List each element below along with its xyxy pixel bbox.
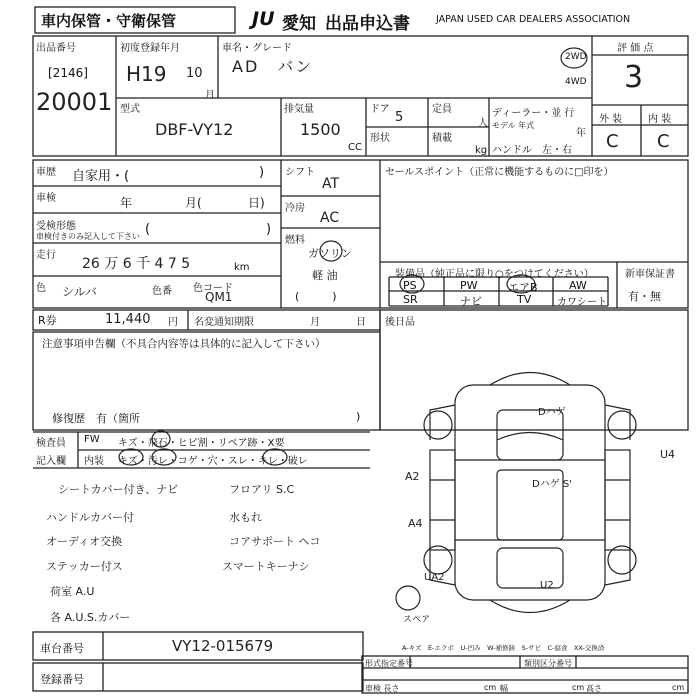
- doors-value: 5: [395, 110, 404, 125]
- drive-2wd: 2WD: [565, 52, 587, 62]
- equipment-label: 装備品（純正品に限り○をつけてください）: [395, 269, 594, 280]
- notes-label: 注意事項申告欄（不具合内容等は具体的に記入して下さい）: [42, 338, 326, 350]
- model-code-label: 型式: [120, 104, 140, 115]
- handwritten-note-right: コアサポート ヘコ: [229, 535, 321, 548]
- body-shape-label: 形状: [370, 133, 390, 144]
- ac-label: 冷房: [285, 203, 305, 214]
- history-value: 自家用・(: [72, 169, 130, 184]
- receipt-note: 車検付きのみ記入して下さい: [36, 232, 140, 241]
- inspection-label: 車検: [36, 193, 56, 204]
- rating-value: 3: [624, 60, 644, 95]
- cert-width-label: 幅: [500, 684, 508, 693]
- first-reg-month: 10: [186, 66, 203, 81]
- color-num-label: 色番: [152, 286, 172, 297]
- load-label: 積載: [432, 133, 452, 144]
- storage-option-text: 車内保管・守衛保管: [41, 12, 177, 30]
- history-label: 車歴: [36, 167, 56, 178]
- rating-label: 評 価 点: [617, 43, 654, 54]
- mileage-unit: km: [234, 262, 250, 273]
- history-close: ): [259, 165, 265, 180]
- repair-history-close: ): [356, 410, 361, 423]
- damage-mark-ua2: UA2: [424, 572, 445, 583]
- recycle-unit: 円: [168, 317, 178, 328]
- first-reg-label: 初度登録年月: [120, 43, 180, 54]
- equip-aw: AW: [569, 279, 587, 292]
- handwritten-note: オーディオ交換: [46, 535, 123, 548]
- warranty-value: 有・無: [628, 290, 661, 303]
- sales-points-label: セールスポイント（正常に機能するものに□印を）: [385, 167, 614, 178]
- name-change-label: 名変通知期限: [194, 317, 254, 328]
- equip-pw: PW: [460, 279, 478, 292]
- interior-label: 内 装: [648, 114, 672, 125]
- handwritten-note-right: スマートキーナシ: [222, 560, 310, 573]
- later-items-label: 後日品: [385, 317, 415, 328]
- designation-label: 形式指定番号: [365, 659, 413, 668]
- fw-label: FW: [84, 434, 100, 445]
- org-english-name: JAPAN USED CAR DEALERS ASSOCIATION: [436, 14, 631, 25]
- damage-mark-front: Dハゲ: [538, 407, 566, 418]
- model-year-unit: 年: [576, 128, 586, 139]
- steering-side: ハンドル 左・右: [492, 145, 572, 156]
- inspection-day: 日): [248, 196, 265, 210]
- equip-tv: TV: [517, 293, 532, 306]
- cert-width-unit: cm: [572, 683, 585, 692]
- cert-height-unit: cm: [672, 683, 685, 692]
- capacity-label: 定員: [432, 104, 452, 115]
- damage-mark-a4: A4: [408, 517, 423, 530]
- handwritten-note: ハンドルカバー付: [46, 511, 134, 524]
- fuel-label: 燃料: [285, 235, 305, 246]
- handwritten-note: 荷室 A.U: [50, 585, 95, 598]
- model-year-label: モデル 年式: [492, 121, 535, 130]
- color-code-label: 色コード: [193, 283, 233, 294]
- cert-length-label: 車検 長さ: [365, 684, 400, 693]
- interior-check-label: 内装: [84, 456, 104, 467]
- registration-label: 登録番号: [40, 673, 84, 686]
- chassis-label: 車台番号: [40, 642, 84, 655]
- cert-height-label: 高さ: [586, 684, 602, 693]
- shift-value: AT: [322, 176, 340, 192]
- inspector-label: 検査員: [36, 438, 66, 449]
- displacement-value: 1500: [300, 120, 341, 139]
- color-value: シルバ: [62, 285, 97, 299]
- damage-mark-roof: Dハゲ S': [532, 479, 572, 490]
- form-title: 出品申込書: [325, 14, 410, 34]
- interior-grade: C: [657, 131, 670, 152]
- month-unit: 月: [205, 90, 215, 101]
- fuel-diesel: 軽 油: [312, 269, 338, 282]
- handwritten-note-right: フロアリ S.C: [229, 483, 295, 496]
- inspection-month: 月(: [185, 196, 202, 210]
- lot-label: 出品番号: [36, 43, 76, 54]
- entry-label: 記入欄: [36, 456, 66, 467]
- mileage-value: 26 万 6 千 4 7 5: [82, 256, 191, 272]
- load-unit: kg: [475, 145, 488, 156]
- chassis-number: VY12-015679: [172, 637, 274, 655]
- org-name: 愛知: [282, 14, 316, 34]
- car-name-value: AD バン: [232, 57, 314, 76]
- drive-4wd: 4WD: [565, 77, 587, 87]
- name-change-day: 日: [356, 317, 366, 328]
- handwritten-note: ステッカー付ス: [46, 560, 123, 573]
- lot-sub-number: [2146]: [48, 66, 88, 80]
- damage-legend: A-キズ E-エクボ U-凹み W-補修跡 S-サビ C-腐食 XX-交換済: [402, 644, 605, 652]
- handwritten-note: 各 A.U.S.カバー: [50, 611, 131, 624]
- color-label: 色: [36, 283, 46, 294]
- dealer-type: ディーラー・並 行: [492, 108, 575, 119]
- shift-label: シフト: [285, 167, 315, 178]
- inspection-year: 年: [120, 196, 133, 210]
- receipt-label: 受検形態: [36, 221, 76, 232]
- first-reg-year: H19: [126, 62, 167, 86]
- handwritten-note: シートカバー付き、ナビ: [58, 483, 179, 496]
- fuel-gasoline: ガソリン: [308, 247, 352, 260]
- damage-mark-right: U4: [660, 448, 676, 461]
- spare-tire-label: スペア: [403, 615, 431, 625]
- interior-check-items: キズ・汚レ・コゲ・穴・スレ・キレ・破レ: [118, 456, 308, 467]
- displacement-unit: CC: [348, 142, 362, 153]
- repair-history-label: 修復歴 有（箇所: [52, 412, 140, 425]
- car-name-label: 車名・グレード: [222, 43, 292, 54]
- receipt-close: ): [266, 222, 272, 237]
- equip-leather-seat: カワシート: [557, 297, 607, 308]
- fw-items: キズ・飛石・ヒビ割・リペア跡・X要: [118, 438, 285, 449]
- cert-length-unit: cm: [484, 683, 497, 692]
- equip-ps: PS: [403, 279, 417, 292]
- damage-mark-a2: A2: [405, 470, 420, 483]
- lot-number: 20001: [36, 88, 113, 116]
- damage-mark-u2: U2: [540, 580, 554, 591]
- category-label: 類別区分番号: [524, 659, 572, 668]
- handwritten-note-right: 水もれ: [229, 511, 262, 524]
- name-change-month: 月: [310, 317, 320, 328]
- capacity-unit: 人: [478, 118, 488, 129]
- exterior-grade: C: [606, 131, 619, 152]
- equip-navi: ナビ: [460, 295, 482, 308]
- recycle-value: 11,440: [105, 312, 151, 327]
- warranty-label: 新車保証書: [625, 269, 675, 280]
- exterior-label: 外 装: [599, 114, 623, 125]
- mileage-label: 走行: [36, 250, 56, 261]
- ac-value: AC: [320, 210, 340, 226]
- color-code-value: QM1: [205, 290, 233, 304]
- doors-label: ドア: [370, 104, 390, 115]
- equip-sr: SR: [403, 293, 418, 306]
- ju-logo: JU: [252, 8, 275, 30]
- fuel-other: ( ): [295, 290, 337, 303]
- model-code-value: DBF-VY12: [155, 120, 234, 139]
- equip-airbag: エアB: [508, 281, 538, 294]
- receipt-open: (: [145, 222, 151, 237]
- displacement-label: 排気量: [284, 104, 314, 115]
- recycle-label: R券: [38, 314, 57, 327]
